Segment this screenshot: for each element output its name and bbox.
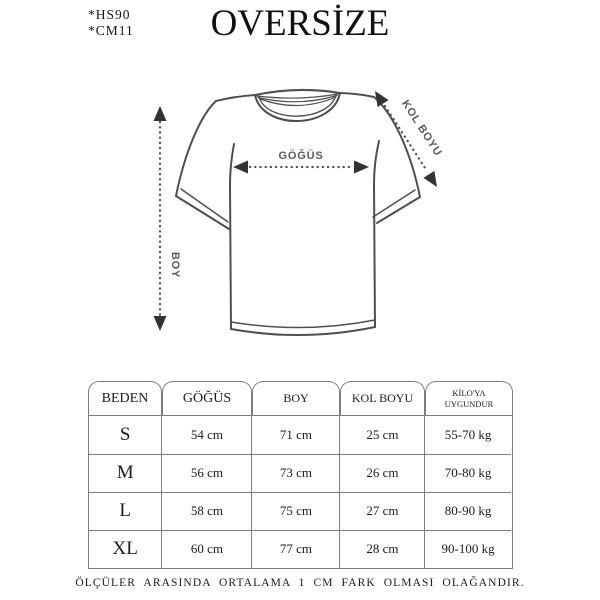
- arrowhead-up: [154, 106, 167, 121]
- length-value: 73 cm: [251, 454, 339, 492]
- chest-arrow: [233, 149, 369, 174]
- sleeve-value: 27 cm: [339, 492, 424, 530]
- sleeve-arrow: [375, 91, 444, 187]
- chest-value: 58 cm: [161, 492, 251, 530]
- chest-value: 60 cm: [161, 530, 251, 568]
- chest-value: 56 cm: [161, 454, 251, 492]
- sleeve-value: 28 cm: [339, 530, 424, 568]
- size-cell: XL: [89, 530, 161, 568]
- size-table: [88, 381, 513, 569]
- weight-value: 90-100 kg: [424, 530, 510, 568]
- tshirt-outline: [176, 90, 420, 335]
- length-label: BOY: [169, 251, 181, 279]
- size-cell: L: [89, 492, 161, 530]
- column-header-chest: GÖĞÜS: [162, 381, 252, 415]
- chest-label: GÖĞÜS: [278, 150, 324, 162]
- sleeve-value: 25 cm: [339, 416, 424, 454]
- chest-value: 54 cm: [161, 416, 251, 454]
- product-code-1: *HS90: [88, 7, 131, 22]
- weight-value: 70-80 kg: [424, 454, 510, 492]
- page-title: OVERSİZE: [210, 3, 390, 44]
- weight-value: 55-70 kg: [424, 416, 510, 454]
- arrowhead-down: [154, 316, 167, 331]
- size-table-body: [88, 415, 513, 569]
- product-code-2: *CM11: [88, 22, 134, 38]
- column-header-sleeve: KOL BOYU: [340, 381, 425, 415]
- column-header-size: BEDEN: [88, 381, 162, 415]
- size-cell: S: [119, 423, 131, 445]
- column-header-weight: KİLO'YA UYGUNDUR: [425, 381, 513, 415]
- column-header-length: BOY: [252, 381, 340, 415]
- length-value: 75 cm: [251, 492, 339, 530]
- footnote: ÖLÇÜLER ARASINDA ORTALAMA 1 CM FARK OLMASI OLAĞANDIR.: [75, 577, 525, 589]
- arrowhead-left: [233, 161, 248, 174]
- arrowhead-right: [354, 161, 369, 174]
- size-table-header: [88, 381, 513, 415]
- length-arrow: [154, 106, 182, 331]
- sleeve-value: 26 cm: [339, 454, 424, 492]
- length-value: 71 cm: [251, 416, 339, 454]
- sleeve-label: KOL BOYU: [398, 98, 445, 159]
- size-cell: M: [89, 454, 161, 492]
- length-value: 77 cm: [251, 530, 339, 568]
- arrowhead-down-right: [423, 171, 437, 187]
- weight-value: 80-90 kg: [424, 492, 510, 530]
